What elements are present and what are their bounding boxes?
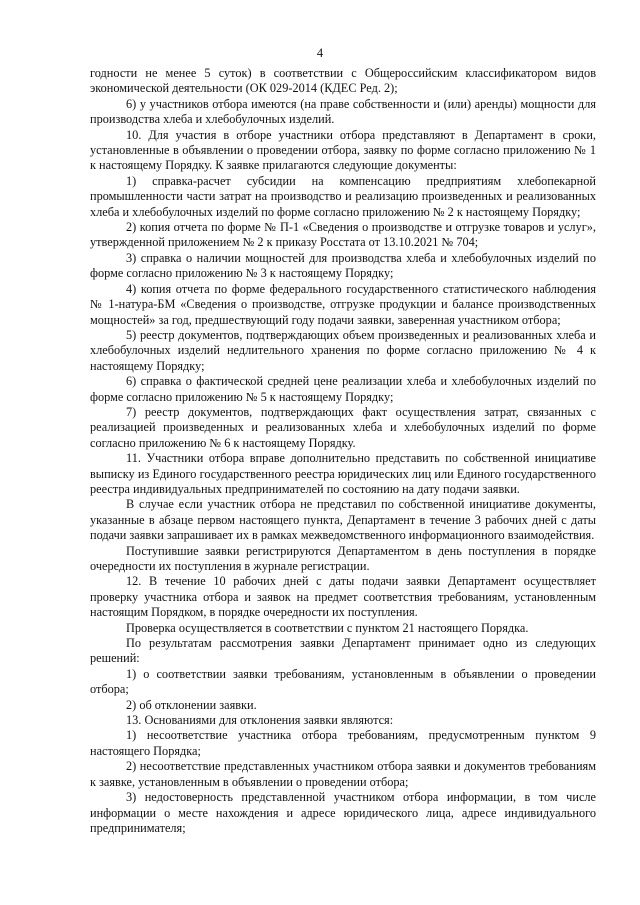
paragraph-clause-12-decision: По результатам рассмотрения заявки Департамент принимает одно из следующих решений: xyxy=(90,636,596,666)
paragraph-clause-12-check: Проверка осуществляется в соответствии с пунктом 21 настоящего Порядка. xyxy=(126,620,529,635)
paragraph-doc-6: 6) справка о фактической средней цене реализации хлеба и хлебобулочных изделий по форме согласно приложению № 5 к настоящему Порядку; xyxy=(90,374,596,404)
paragraph-ground-3: 3) недостоверность представленной участником отбора информации, в том числе информации о месте нахождения и адресе юридического лица, адресе индивидуального предпринимателя; xyxy=(90,790,596,835)
paragraph-continuation: годности не менее 5 суток) в соответствии с Общероссийским классификатором видов экономической деятельности (ОК 029-2014 (КДЕС Ред. 2); xyxy=(90,66,596,96)
paragraph-clause-12: 12. В течение 10 рабочих дней с даты подачи заявки Департамент осуществляет проверку участника отбора и заявок на предмет соответствия требованиям, установленным настоящим Порядком, в порядке очередности их поступления. xyxy=(90,574,596,620)
paragraph-doc-1: 1) справка-расчет субсидии на компенсацию предприятиям хлебопекарной промышленности части затрат на производство и реализацию произведенных и реализованных хлеба и хлебобулочных изделий по форме согласно приложению № 2 к настоящему Порядку; xyxy=(90,173,596,219)
paragraph-ground-2: 2) несоответствие представленных участником отбора заявки и документов требованиям к заявке, установленным в объявлении о проведении отбора; xyxy=(90,759,596,789)
paragraph-doc-2: 2) копия отчета по форме № П-1 «Сведения о производстве и отгрузке товаров и услуг», утвержденной приложением № 2 к приказу Росстата от 13.10.2021 № 704; xyxy=(90,220,596,250)
paragraph-clause-11: 11. Участники отбора вправе дополнительно представить по собственной инициативе выписку из Единого государственного реестра юридических лиц или Единого государственного реестра индивидуальных предпринимателей по состоянию на дату подачи заявки. xyxy=(90,451,596,496)
paragraph-clause-11-registration: Поступившие заявки регистрируются Департаментом в день поступления в порядке очередности их поступления в журнале регистрации. xyxy=(90,543,596,573)
page-number: 4 xyxy=(316,46,324,60)
paragraph-doc-3: 3) справка о наличии мощностей для производства хлеба и хлебобулочных изделий по форме согласно приложению № 3 к настоящему Порядку; xyxy=(90,250,596,281)
paragraph-decision-2: 2) об отклонении заявки. xyxy=(126,697,257,712)
paragraph-item-6: 6) у участников отбора имеются (на праве собственности и (или) аренды) мощности для производства хлеба и хлебобулочных изделий. xyxy=(90,96,596,127)
paragraph-clause-13: 13. Основаниями для отклонения заявки являются: xyxy=(126,713,394,728)
paragraph-doc-5: 5) реестр документов, подтверждающих объем произведенных и реализованных хлеба и хлебобулочных изделий недлительного хранения по форме согласно приложению № 4 к настоящему Порядку; xyxy=(90,327,596,373)
document-body xyxy=(90,66,596,836)
paragraph-decision-1: 1) о соответствии заявки требованиям, установленным в объявлении о проведении отбора; xyxy=(90,666,596,697)
paragraph-clause-11-case: В случае если участник отбора не представил по собственной инициативе документы, указанные в абзаце первом настоящего пункта, Департамент в течение 3 рабочих дней с даты подачи заявки запрашивает их в рамках межведомственного информационного взаимодействия. xyxy=(90,497,596,543)
paragraph-clause-10: 10. Для участия в отборе участники отбора представляют в Департамент в сроки, установленные в объявлении о проведении отбора, заявку по форме согласно приложению № 1 к настоящему Порядку. К заявке прилагаются следующие документы: xyxy=(90,127,596,173)
paragraph-doc-7: 7) реестр документов, подтверждающих факт осуществления затрат, связанных с реализацией произведенных и реализованных хлеба и хлебобулочных изделий по форме согласно приложению № 6 к настоящему Порядку. xyxy=(90,404,596,450)
paragraph-ground-1: 1) несоответствие участника отбора требованиям, предусмотренным пунктом 9 настоящего Порядка; xyxy=(90,728,596,758)
paragraph-doc-4: 4) копия отчета по форме федерального государственного статистического наблюдения № 1-натура-БМ «Сведения о производстве, отгрузке продукции и балансе производственных мощностей» за год, предшествующий году подачи заявки, заверенная участником отбора; xyxy=(90,281,596,327)
